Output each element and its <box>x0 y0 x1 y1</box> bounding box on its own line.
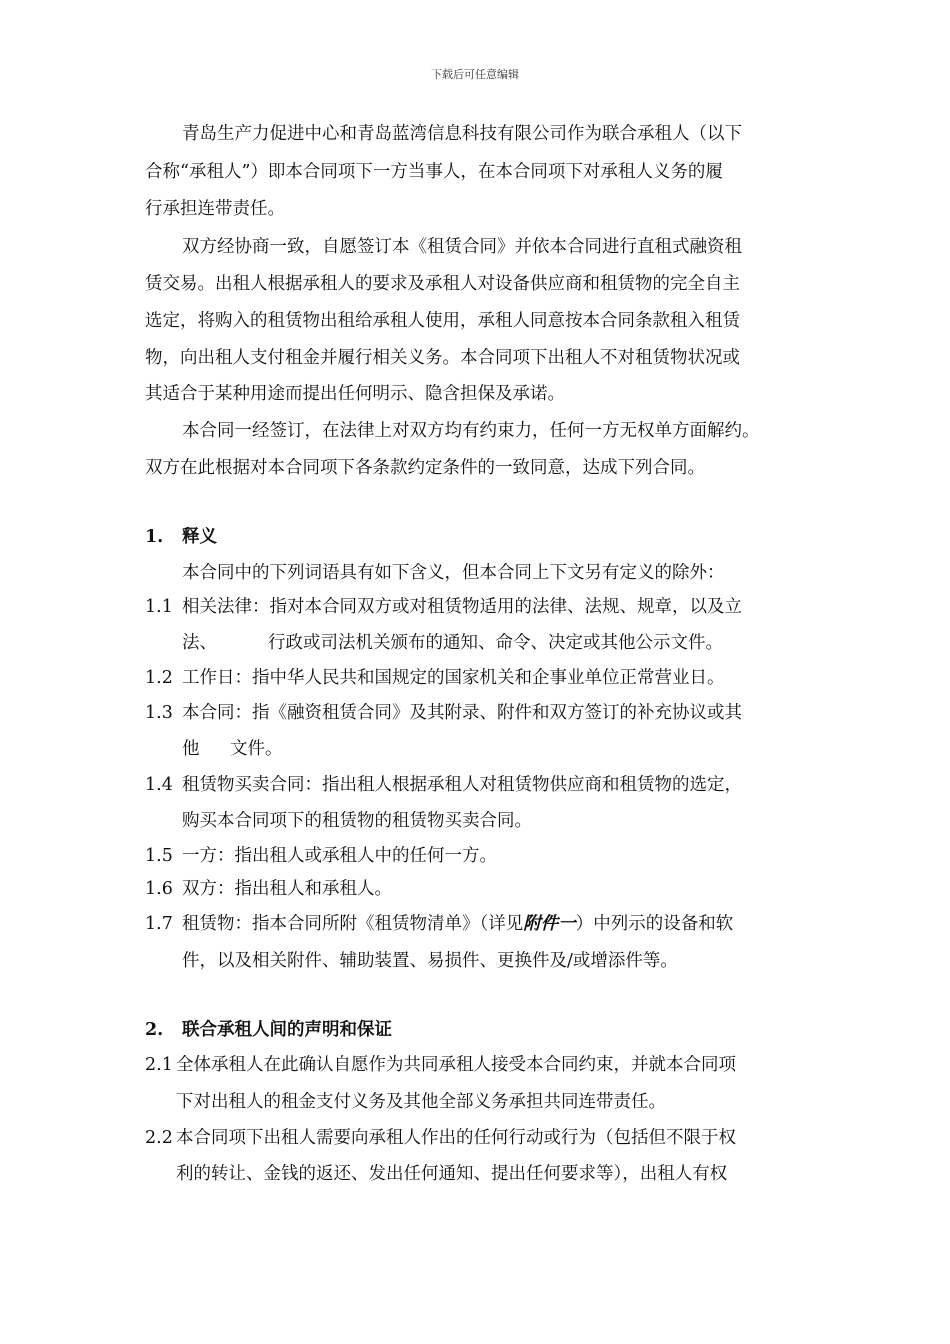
section1-intro: 本合同中的下列词语具有如下含义，但本合同上下文另有定义的除外： <box>182 563 725 583</box>
intro-p1-line2: 合称“承租人”）即本合同项下一方当事人，在本合同项下对承租人义务的履 <box>145 162 723 182</box>
item-2-2-line2: 利的转让、金钱的返还、发出任何通知、提出任何要求等），出租人有权 <box>176 1164 728 1184</box>
item-1-3-line1: 本合同：指《融资租赁合同》及其附录、附件和双方签订的补充协议或其 <box>182 703 742 723</box>
item-1-1-line1: 相关法律：指对本合同双方或对租赁物适用的法律、法规、规章，以及立 <box>182 597 742 617</box>
section1-title: 释义 <box>182 527 217 547</box>
item-1-1-number: 1.1 <box>145 597 173 617</box>
item-2-1-number: 2.1 <box>145 1055 173 1075</box>
section1-number: 1. <box>145 527 164 547</box>
page-header: 下载后可任意编辑 <box>431 68 519 81</box>
item-1-4-line2: 购买本合同项下的租赁物的租赁物买卖合同。 <box>182 811 532 831</box>
item-2-2-line1: 本合同项下出租人需要向承租人作出的任何行动或行为（包括但不限于权 <box>176 1128 736 1148</box>
item-2-2-number: 2.2 <box>145 1128 173 1148</box>
intro-p2-line4: 物，向出租人支付租金并履行相关义务。本合同项下出租人不对租赁物状况或 <box>145 348 740 368</box>
attachment-one-reference: 附件一 <box>523 914 576 934</box>
intro-p2-line5: 其适合于某种用途而提出任何明示、隐含担保及承诺。 <box>145 384 565 404</box>
intro-p2-line2: 赁交易。出租人根据承租人的要求及承租人对设备供应商和租赁物的完全自主 <box>145 274 740 294</box>
item-1-7-number: 1.7 <box>145 914 173 934</box>
section2-title: 联合承租人间的声明和保证 <box>182 1020 392 1040</box>
intro-p2-line3: 选定，将购入的租赁物出租给承租人使用，承租人同意按本合同条款租入租赁 <box>145 311 740 331</box>
item-1-6-line1: 双方：指出租人和承租人。 <box>182 879 392 899</box>
item-1-2-line1: 工作日：指中华人民共和国规定的国家机关和企事业单位正常营业日。 <box>182 668 725 688</box>
section2-number: 2. <box>145 1020 164 1040</box>
item-1-1-line2a: 法、 <box>182 633 217 653</box>
item-2-1-line2: 下对出租人的租金支付义务及其他全部义务承担共同连带责任。 <box>176 1092 666 1112</box>
intro-p1-line1: 青岛生产力促进中心和青岛蓝湾信息科技有限公司作为联合承租人（以下 <box>182 124 742 144</box>
item-1-5-number: 1.5 <box>145 846 173 866</box>
item-1-6-number: 1.6 <box>145 879 173 899</box>
item-1-7-line1a: 租赁物：指本合同所附《租赁物清单》（详见 <box>182 914 524 934</box>
item-1-3-line2a: 他 <box>182 739 200 759</box>
item-2-1-line1: 全体承租人在此确认自愿作为共同承租人接受本合同约束，并就本合同项 <box>176 1055 736 1075</box>
item-1-3-number: 1.3 <box>145 703 173 723</box>
intro-p3-line2: 双方在此根据对本合同项下各条款约定条件的一致同意，达成下列合同。 <box>145 458 705 478</box>
intro-p2-line1: 双方经协商一致，自愿签订本《租赁合同》并依本合同进行直租式融资租 <box>182 237 742 257</box>
item-1-1-line2b: 行政或司法机关颁布的通知、命令、决定或其他公示文件。 <box>268 633 723 653</box>
item-1-2-number: 1.2 <box>145 668 173 688</box>
item-1-7-line2: 件，以及相关附件、辅助装置、易损件、更换件及/或增添件等。 <box>182 951 678 971</box>
item-1-4-line1: 租赁物买卖合同：指出租人根据承租人对租赁物供应商和租赁物的选定， <box>182 775 742 795</box>
intro-p3-line1: 本合同一经签订，在法律上对双方均有约束力，任何一方无权单方面解约。 <box>182 421 760 441</box>
intro-p1-line3: 行承担连带责任。 <box>145 199 285 219</box>
item-1-3-line2b: 文件。 <box>230 739 283 759</box>
item-1-4-number: 1.4 <box>145 775 173 795</box>
item-1-7-line1 <box>182 912 733 936</box>
item-1-5-line1: 一方：指出租人或承租人中的任何一方。 <box>182 846 497 866</box>
item-1-7-line1b: ）中列示的设备和软 <box>575 914 734 934</box>
